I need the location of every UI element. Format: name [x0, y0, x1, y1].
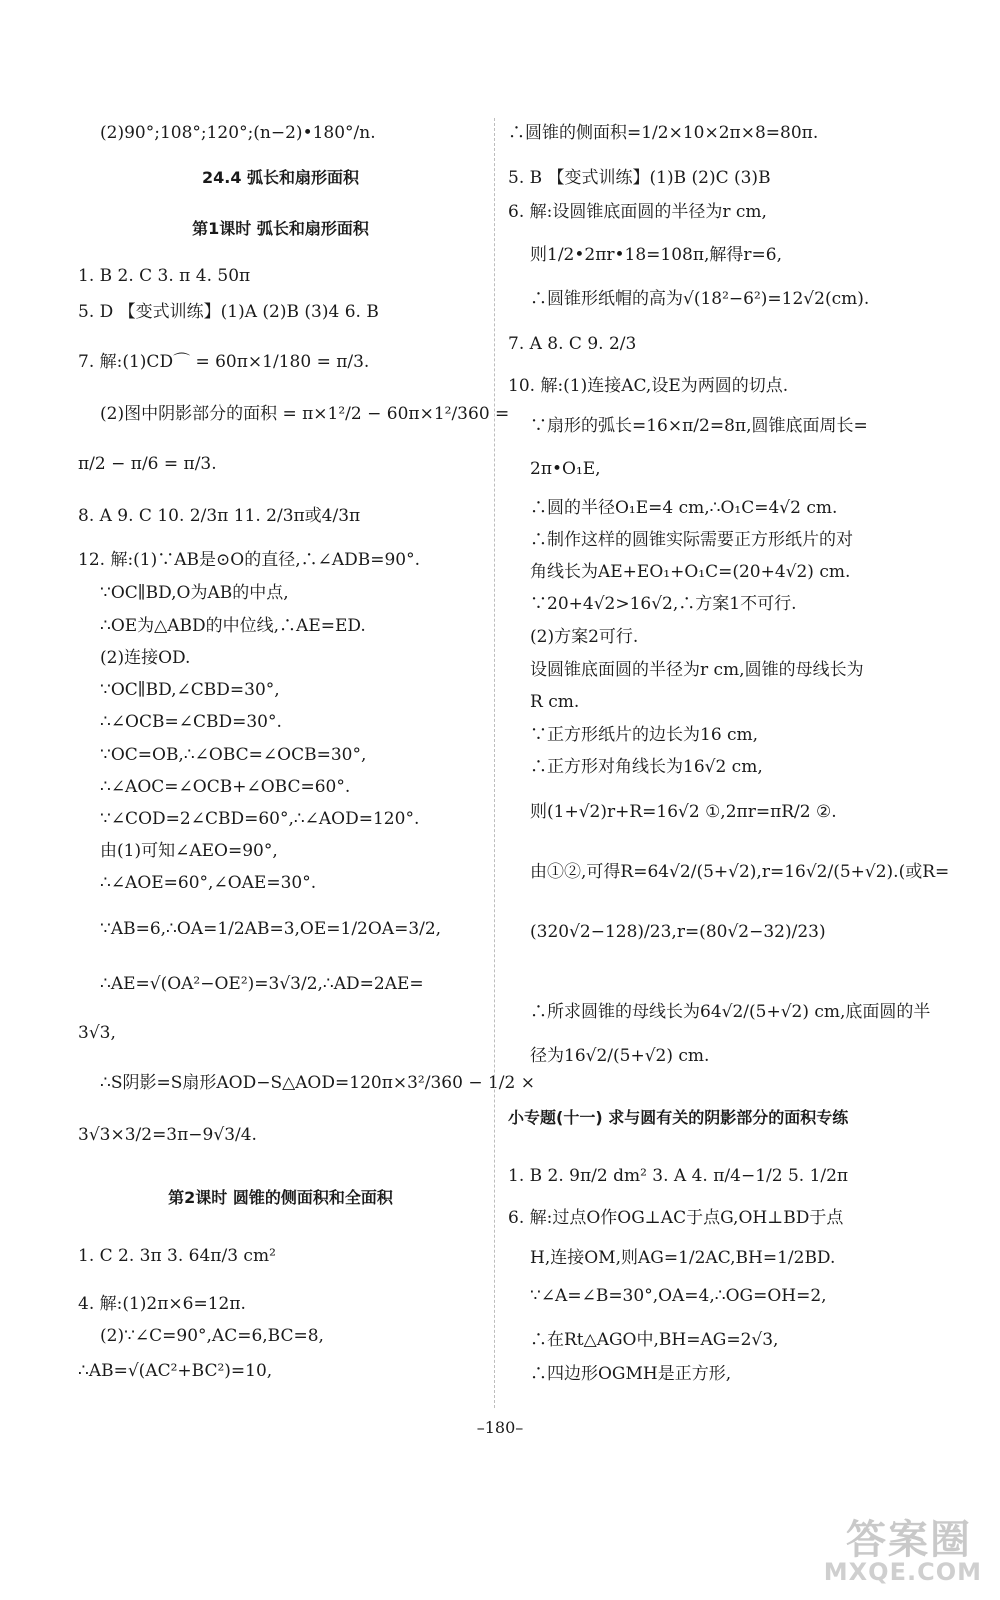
right-line: ∴圆的半径O₁E=4 cm,∴O₁C=4√2 cm. [530, 498, 838, 518]
right-line: ∵正方形纸片的边长为16 cm, [530, 725, 759, 745]
right-line: 6. 解:设圆锥底面圆的半径为r cm, [508, 202, 767, 222]
left-line: (2)图中阴影部分的面积 = π×1²/2 − 60π×1²/360 = [100, 404, 510, 424]
left-line: ∴S阴影=S扇形AOD−S△AOD=120π×3²/360 − 1/2 × [100, 1073, 535, 1093]
left-line: 8. A 9. C 10. 2/3π 11. 2/3π或4/3π [78, 506, 361, 526]
right-line: 由①②,可得R=64√2/(5+√2),r=16√2/(5+√2).(或R= [530, 862, 950, 882]
right-line: 7. A 8. C 9. 2/3 [508, 334, 637, 354]
right-line: 10. 解:(1)连接AC,设E为两圆的切点. [508, 376, 789, 396]
left-line: (2)连接OD. [100, 648, 191, 668]
right-line: 1. B 2. 9π/2 dm² 3. A 4. π/4−1/2 5. 1/2π [508, 1166, 849, 1186]
left-line: ∵OC∥BD,∠CBD=30°, [100, 680, 280, 700]
right-line: (2)方案2可行. [530, 627, 639, 647]
left-line: ∴AB=√(AC²+BC²)=10, [78, 1361, 273, 1381]
right-line: ∴所求圆锥的母线长为64√2/(5+√2) cm,底面圆的半 [530, 1002, 931, 1022]
right-line: 5. B 【变式训练】(1)B (2)C (3)B [508, 168, 771, 188]
left-line: 3√3×3/2=3π−9√3/4. [78, 1125, 257, 1145]
left-line: ∵OC∥BD,O为AB的中点, [100, 583, 289, 603]
page-number: –180– [476, 1418, 524, 1437]
right-line: ∴正方形对角线长为16√2 cm, [530, 757, 763, 777]
left-line: 24.4 弧长和扇形面积 [201, 168, 360, 187]
column-divider [494, 118, 495, 1408]
left-line: 3√3, [78, 1023, 116, 1043]
left-line: 4. 解:(1)2π×6=12π. [78, 1294, 246, 1314]
left-line: (2)90°;108°;120°;(n−2)•180°/n. [100, 123, 376, 143]
left-line: ∴OE为△ABD的中位线,∴AE=ED. [100, 616, 366, 636]
right-line: ∴四边形OGMH是正方形, [530, 1364, 732, 1384]
left-line: 12. 解:(1)∵AB是⊙O的直径,∴∠ADB=90°. [78, 550, 421, 570]
watermark-bottom-text: MXQE.COM [823, 1558, 982, 1586]
right-line: ∴圆锥形纸帽的高为√(18²−6²)=12√2(cm). [530, 289, 870, 309]
left-line: 由(1)可知∠AEO=90°, [100, 841, 278, 861]
left-line: 7. 解:(1)CD⌒ = 60π×1/180 = π/3. [78, 352, 370, 372]
left-line: ∴AE=√(OA²−OE²)=3√3/2,∴AD=2AE= [100, 974, 424, 994]
right-line: 则(1+√2)r+R=16√2 ①,2πr=πR/2 ②. [530, 802, 837, 822]
right-line: ∵扇形的弧长=16×π/2=8π,圆锥底面周长= [530, 416, 868, 436]
right-line: ∵20+4√2>16√2,∴方案1不可行. [530, 594, 797, 614]
left-line: 1. B 2. C 3. π 4. 50π [78, 266, 251, 286]
right-line: ∴制作这样的圆锥实际需要正方形纸片的对 [530, 530, 853, 550]
left-line: ∵OC=OB,∴∠OBC=∠OCB=30°, [100, 745, 367, 765]
watermark-logo [822, 1508, 982, 1586]
left-line: 1. C 2. 3π 3. 64π/3 cm² [78, 1246, 276, 1266]
left-line: ∴∠OCB=∠CBD=30°. [100, 712, 282, 732]
right-line: (320√2−128)/23,r=(80√2−32)/23) [530, 922, 826, 942]
right-line: H,连接OM,则AG=1/2AC,BH=1/2BD. [530, 1248, 836, 1268]
right-line: ∴在Rt△AGO中,BH=AG=2√3, [530, 1330, 779, 1350]
left-line: ∴∠AOE=60°,∠OAE=30°. [100, 873, 317, 893]
right-line: 小专题(十一) 求与圆有关的阴影部分的面积专练 [508, 1108, 849, 1127]
left-line: ∵∠COD=2∠CBD=60°,∴∠AOD=120°. [100, 809, 420, 829]
right-line: ∵∠A=∠B=30°,OA=4,∴OG=OH=2, [530, 1286, 827, 1306]
watermark-top-text: 答案圈 [846, 1517, 972, 1563]
right-line: 2π•O₁E, [530, 459, 601, 479]
right-line: R cm. [530, 692, 580, 712]
right-line: 设圆锥底面圆的半径为r cm,圆锥的母线长为 [530, 660, 864, 680]
right-line: 则1/2•2πr•18=108π,解得r=6, [530, 245, 783, 265]
right-line: ∴圆锥的侧面积=1/2×10×2π×8=80π. [508, 123, 819, 143]
left-line: π/2 − π/6 = π/3. [78, 454, 217, 474]
left-line: 5. D 【变式训练】(1)A (2)B (3)4 6. B [78, 302, 379, 322]
right-line: 径为16√2/(5+√2) cm. [530, 1046, 710, 1066]
right-line: 角线长为AE+EO₁+O₁C=(20+4√2) cm. [530, 562, 851, 582]
left-line: ∴∠AOC=∠OCB+∠OBC=60°. [100, 777, 351, 797]
left-line: 第1课时 弧长和扇形面积 [192, 219, 369, 238]
left-line: 第2课时 圆锥的侧面积和全面积 [168, 1188, 393, 1207]
left-line: ∵AB=6,∴OA=1/2AB=3,OE=1/2OA=3/2, [100, 919, 442, 939]
left-line: (2)∵∠C=90°,AC=6,BC=8, [100, 1326, 324, 1346]
right-line: 6. 解:过点O作OG⊥AC于点G,OH⊥BD于点 [508, 1208, 844, 1228]
